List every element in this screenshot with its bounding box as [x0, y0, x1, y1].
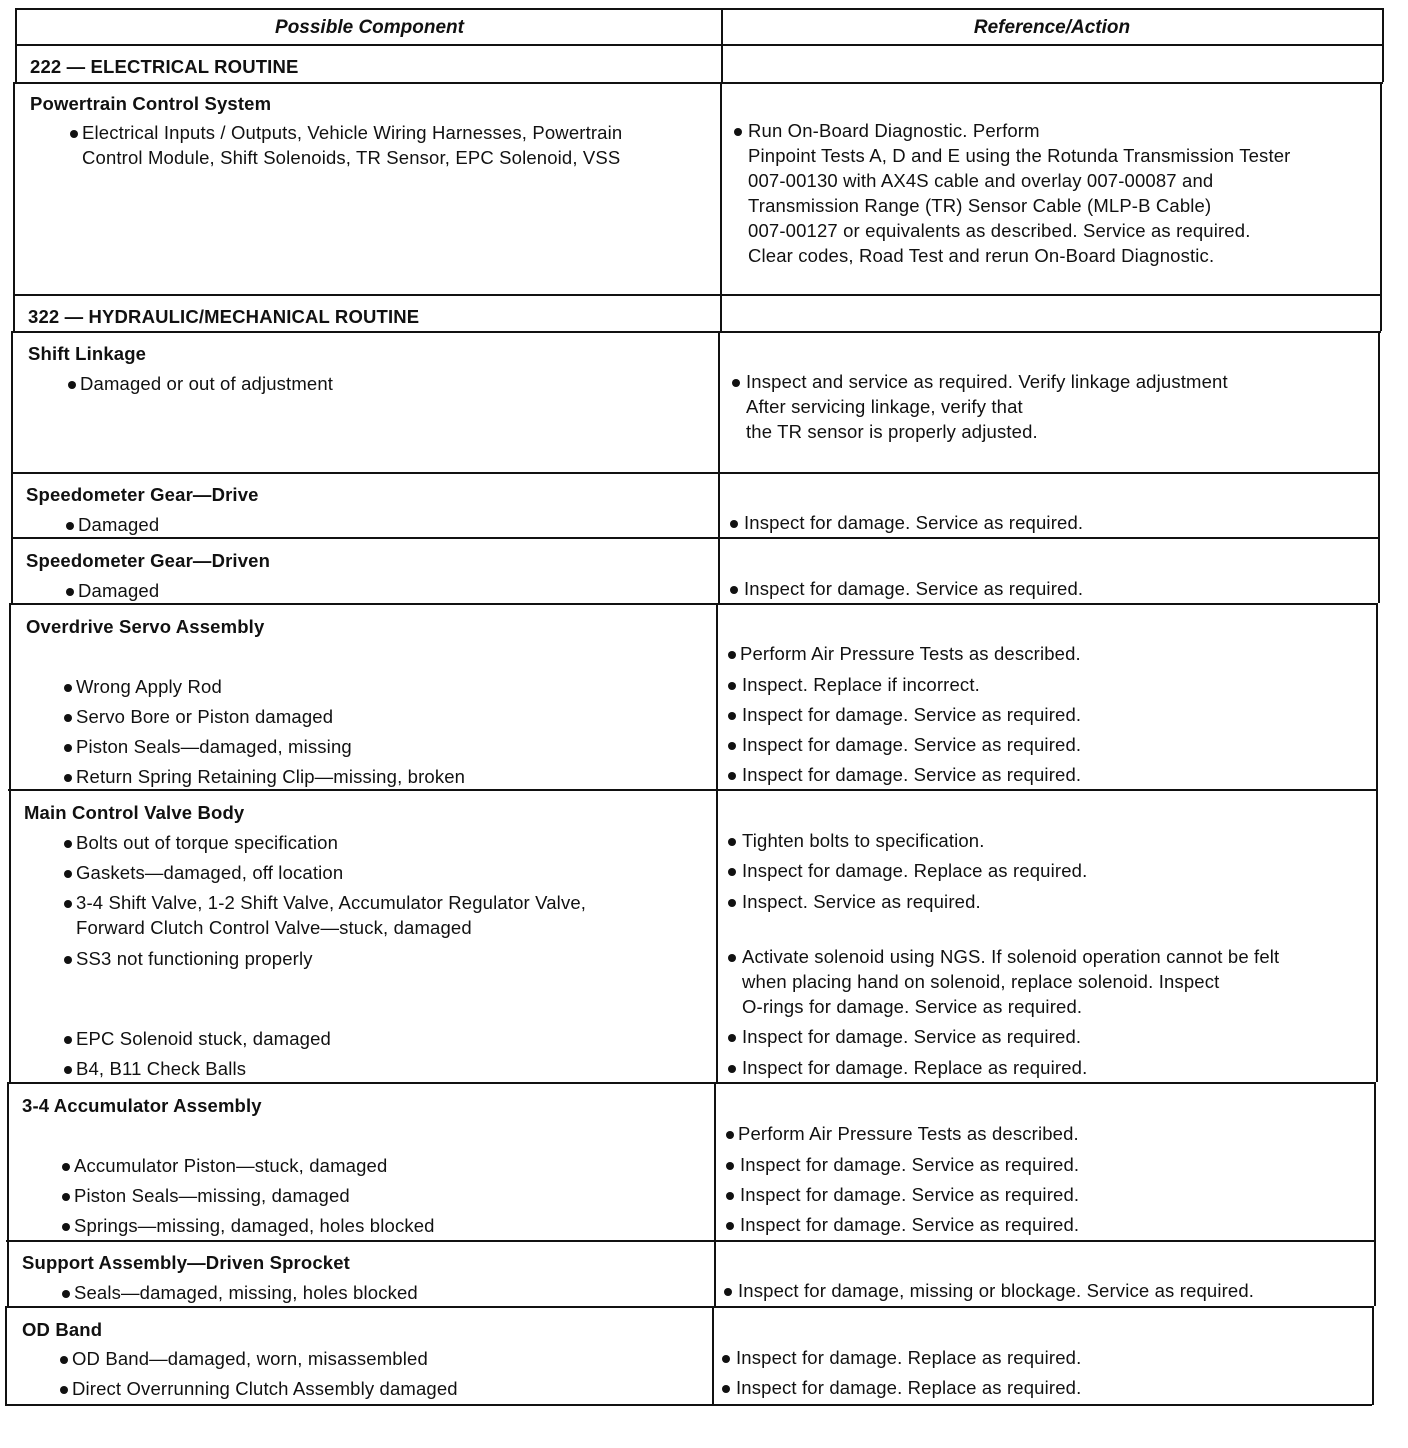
component-text: Damaged	[78, 514, 160, 535]
group-title: Powertrain Control System	[30, 93, 272, 114]
action-text: Clear codes, Road Test and rerun On-Board Diagnostic.	[748, 245, 1215, 266]
table-rule	[720, 82, 722, 331]
action-text: Perform Air Pressure Tests as described.	[740, 643, 1081, 664]
table-rule	[721, 8, 723, 82]
component-text: Forward Clutch Control Valve—stuck, damaged	[76, 917, 472, 938]
action-text: Run On-Board Diagnostic. Perform	[748, 120, 1040, 141]
component-text: EPC Solenoid stuck, damaged	[76, 1028, 331, 1049]
table-rule	[6, 1240, 1374, 1242]
component-text: Control Module, Shift Solenoids, TR Sensor, EPC Solenoid, VSS	[82, 147, 621, 168]
action-text: Inspect. Replace if incorrect.	[742, 674, 980, 695]
table-rule	[5, 1404, 1372, 1406]
bullet-icon	[728, 772, 736, 780]
table-rule	[11, 472, 1379, 474]
table-rule	[1378, 331, 1380, 603]
bullet-icon	[730, 520, 738, 528]
bullet-icon	[730, 586, 738, 594]
bullet-icon	[64, 714, 72, 722]
action-text: Inspect for damage. Service as required.	[744, 512, 1084, 533]
table-rule	[1376, 603, 1378, 1082]
table-rule	[7, 1082, 9, 1306]
bullet-icon	[726, 1192, 734, 1200]
action-text: Inspect for damage, missing or blockage. Service as required.	[738, 1280, 1255, 1301]
group-title: Speedometer Gear—Drive	[26, 484, 259, 505]
bullet-icon	[64, 774, 72, 782]
table-rule	[716, 603, 718, 1082]
bullet-icon	[726, 1131, 734, 1139]
action-text: Inspect for damage. Service as required.	[742, 764, 1082, 785]
table-rule	[11, 331, 13, 603]
component-text: Return Spring Retaining Clip—missing, broken	[76, 766, 466, 787]
bullet-icon	[728, 1065, 736, 1073]
action-text: Inspect. Service as required.	[742, 891, 981, 912]
bullet-icon	[60, 1356, 68, 1364]
bullet-icon	[62, 1290, 70, 1298]
table-rule	[8, 789, 1376, 791]
bullet-icon	[728, 954, 736, 962]
component-text: Damaged	[78, 580, 160, 601]
action-text: when placing hand on solenoid, replace solenoid. Inspect	[742, 971, 1220, 992]
action-text: the TR sensor is properly adjusted.	[746, 421, 1038, 442]
table-rule	[718, 331, 720, 603]
action-text: Inspect for damage. Replace as required.	[736, 1347, 1082, 1368]
table-rule	[13, 82, 15, 331]
action-text: Inspect for damage. Service as required.	[744, 578, 1084, 599]
group-title: Speedometer Gear—Driven	[26, 550, 271, 571]
bullet-icon	[64, 744, 72, 752]
table-rule	[13, 294, 1381, 296]
table-rule	[1382, 8, 1384, 82]
bullet-icon	[66, 588, 74, 596]
bullet-icon	[64, 956, 72, 964]
table-rule	[15, 8, 1383, 10]
action-text: Inspect for damage. Service as required.	[742, 734, 1082, 755]
action-text: 007-00130 with AX4S cable and overlay 007-00087 and	[748, 170, 1214, 191]
bullet-icon	[64, 1036, 72, 1044]
group-title: Support Assembly—Driven Sprocket	[22, 1252, 350, 1273]
action-text: Perform Air Pressure Tests as described.	[738, 1123, 1079, 1144]
bullet-icon	[64, 684, 72, 692]
bullet-icon	[70, 130, 78, 138]
group-title: Shift Linkage	[28, 343, 147, 364]
bullet-icon	[728, 682, 736, 690]
component-text: Damaged or out of adjustment	[80, 373, 334, 394]
action-text: Inspect for damage. Replace as required.	[742, 860, 1088, 881]
bullet-icon	[728, 712, 736, 720]
bullet-icon	[728, 1034, 736, 1042]
action-text: Pinpoint Tests A, D and E using the Rotunda Transmission Tester	[748, 145, 1291, 166]
table-rule	[714, 1082, 716, 1306]
component-text: Piston Seals—missing, damaged	[74, 1185, 350, 1206]
bullet-icon	[68, 381, 76, 389]
table-rule	[5, 1306, 7, 1405]
bullet-icon	[724, 1288, 732, 1296]
component-text: OD Band—damaged, worn, misassembled	[72, 1348, 428, 1369]
bullet-icon	[64, 900, 72, 908]
component-text: B4, B11 Check Balls	[76, 1058, 247, 1079]
bullet-icon	[722, 1355, 730, 1363]
table-rule	[6, 1306, 1373, 1308]
bullet-icon	[726, 1162, 734, 1170]
table-rule	[8, 1082, 1375, 1084]
table-rule	[11, 537, 1379, 539]
group-title: OD Band	[22, 1319, 103, 1340]
bullet-icon	[64, 870, 72, 878]
table-rule	[13, 331, 1381, 333]
component-text: Bolts out of torque specification	[76, 832, 339, 853]
bullet-icon	[66, 522, 74, 530]
bullet-icon	[726, 1222, 734, 1230]
action-text: Inspect for damage. Service as required.	[742, 1026, 1082, 1047]
component-text: Accumulator Piston—stuck, damaged	[74, 1155, 388, 1176]
table-rule	[1372, 1306, 1374, 1405]
action-text: Inspect for damage. Service as required.	[740, 1214, 1080, 1235]
action-text: Tighten bolts to specification.	[742, 830, 985, 851]
group-title: Main Control Valve Body	[24, 802, 245, 823]
bullet-icon	[64, 840, 72, 848]
table-rule	[9, 603, 11, 1082]
action-text: After servicing linkage, verify that	[746, 396, 1023, 417]
table-rule	[15, 44, 1383, 46]
action-text: Inspect for damage. Replace as required.	[736, 1377, 1082, 1398]
action-text: Activate solenoid using NGS. If solenoid operation cannot be felt	[742, 946, 1280, 967]
component-text: Piston Seals—damaged, missing	[76, 736, 352, 757]
bullet-icon	[722, 1385, 730, 1393]
action-text: 007-00127 or equivalents as described. Service as required.	[748, 220, 1251, 241]
component-text: Gaskets—damaged, off location	[76, 862, 344, 883]
bullet-icon	[734, 128, 742, 136]
table-rule	[15, 82, 1383, 84]
bullet-icon	[62, 1193, 70, 1201]
bullet-icon	[60, 1386, 68, 1394]
bullet-icon	[728, 742, 736, 750]
header-reference-action: Reference/Action	[973, 17, 1131, 38]
component-text: Seals—damaged, missing, holes blocked	[74, 1282, 418, 1303]
group-title: Overdrive Servo Assembly	[26, 616, 265, 637]
group-title: 3-4 Accumulator Assembly	[22, 1095, 262, 1116]
table-rule	[712, 1306, 714, 1405]
bullet-icon	[64, 1066, 72, 1074]
action-text: Inspect for damage. Service as required.	[742, 704, 1082, 725]
action-text: Transmission Range (TR) Sensor Cable (MLP-B Cable)	[748, 195, 1212, 216]
component-text: Direct Overrunning Clutch Assembly damaged	[72, 1378, 458, 1399]
action-text: O-rings for damage. Service as required.	[742, 996, 1083, 1017]
component-text: Springs—missing, damaged, holes blocked	[74, 1215, 435, 1236]
action-text: Inspect and service as required. Verify linkage adjustment	[746, 371, 1228, 392]
component-text: Electrical Inputs / Outputs, Vehicle Wiring Harnesses, Powertrain	[82, 122, 623, 143]
bullet-icon	[728, 899, 736, 907]
table-rule	[10, 603, 1378, 605]
bullet-icon	[728, 651, 736, 659]
component-text: 3-4 Shift Valve, 1-2 Shift Valve, Accumulator Regulator Valve,	[76, 892, 587, 913]
table-rule	[1374, 1082, 1376, 1306]
component-text: SS3 not functioning properly	[76, 948, 313, 969]
bullet-icon	[728, 868, 736, 876]
section-heading: 322 — HYDRAULIC/MECHANICAL ROUTINE	[28, 306, 420, 327]
bullet-icon	[62, 1223, 70, 1231]
component-text: Servo Bore or Piston damaged	[76, 706, 334, 727]
action-text: Inspect for damage. Service as required.	[740, 1184, 1080, 1205]
table-rule	[15, 8, 17, 82]
bullet-icon	[732, 379, 740, 387]
action-text: Inspect for damage. Service as required.	[740, 1154, 1080, 1175]
table-rule	[1380, 82, 1382, 331]
bullet-icon	[728, 838, 736, 846]
section-heading: 222 — ELECTRICAL ROUTINE	[30, 56, 299, 77]
component-text: Wrong Apply Rod	[76, 676, 222, 697]
action-text: Inspect for damage. Replace as required.	[742, 1057, 1088, 1078]
bullet-icon	[62, 1163, 70, 1171]
header-possible-component: Possible Component	[275, 17, 464, 38]
